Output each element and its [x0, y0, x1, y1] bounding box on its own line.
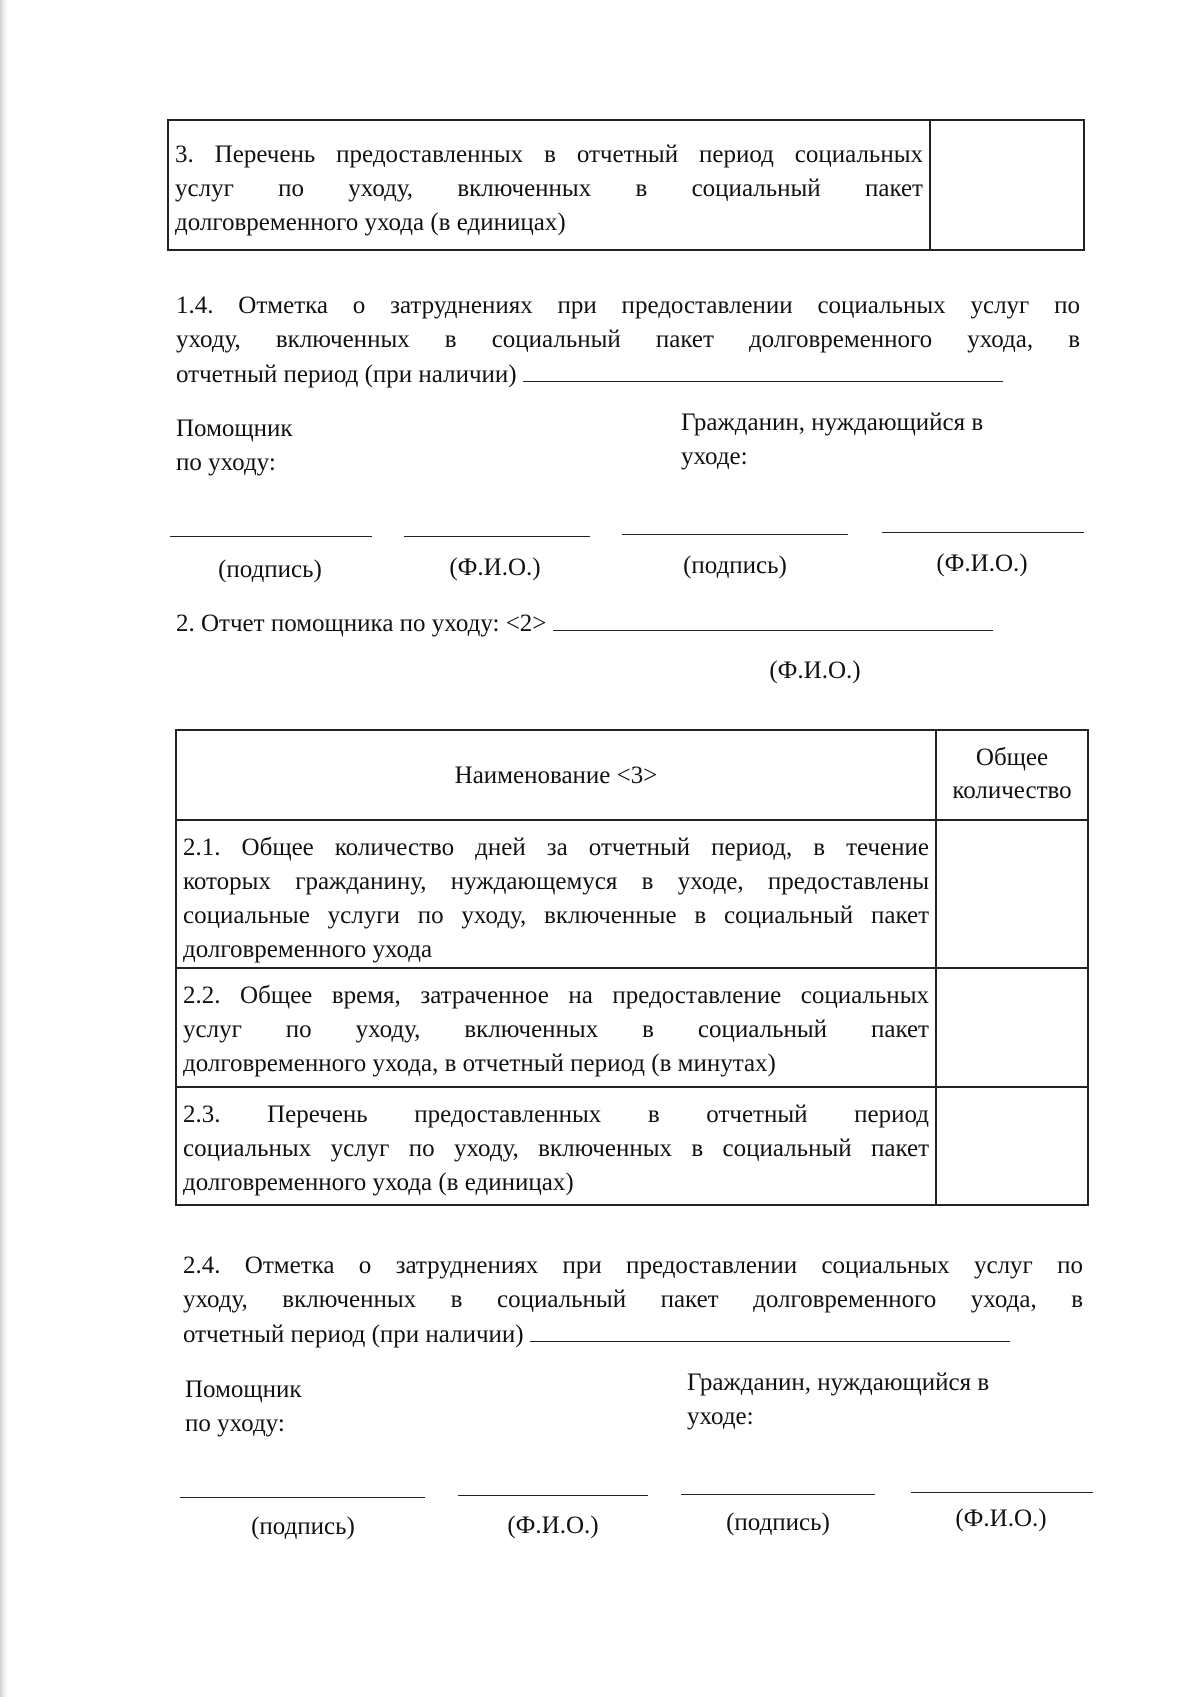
citizen-fio-line-2[interactable] [911, 1492, 1093, 1493]
table2-row-2-1-value [937, 821, 1087, 967]
assistant-signature-line-2[interactable] [180, 1497, 425, 1498]
table2-row-line: долговременного ухода [183, 936, 433, 963]
citizen-label-line: уходе: [681, 443, 748, 470]
caption-signature: (подпись) [683, 552, 787, 579]
difficulties-fill-line-2[interactable] [530, 1317, 1010, 1342]
table2-row-line: социальных услуг по уходу, включенных в социальный пакет [183, 1135, 929, 1162]
citizen-label-line: Гражданин, нуждающийся в [687, 1369, 990, 1396]
table2-row-line: услуг по уходу, включенных в социальный пакет [183, 1016, 929, 1043]
report-table [175, 729, 1089, 1206]
assistant-fio-caption: (Ф.И.О.) [769, 657, 861, 684]
citizen-fio-line[interactable] [882, 532, 1084, 533]
table2-row-line: 2.3. Перечень предоставленных в отчетный период [183, 1101, 929, 1128]
citizen-label-line: Гражданин, нуждающийся в [681, 409, 984, 436]
table1-row3-line: услуг по уходу, включенных в социальный пакет [175, 175, 923, 202]
caption-signature: (подпись) [251, 1513, 355, 1540]
section-1-4-line: уходу, включенных в социальный пакет долговременного ухода, в [176, 326, 1080, 353]
section-2-4 [183, 1249, 1083, 1352]
assistant-label [176, 412, 293, 480]
section-2-4-line [183, 1317, 1083, 1352]
table2-row-2-2-value [937, 969, 1087, 1086]
assistant-fio-line-2[interactable] [458, 1495, 648, 1496]
section-1-4-last-text: отчетный период (при наличии) [176, 361, 517, 388]
assistant-fio-fill-line[interactable] [553, 606, 993, 631]
caption-signature: (подпись) [218, 556, 322, 583]
table2-row-line: 2.1. Общее количество дней за отчетный период, в течение [183, 834, 929, 861]
assistant-label-line: Помощник [185, 1376, 302, 1403]
caption-fio: (Ф.И.О.) [449, 554, 541, 581]
table2-header-total-line: количество [952, 777, 1072, 804]
table2-row-2-1 [183, 831, 929, 967]
assistant-label-line: Помощник [176, 415, 293, 442]
table2-header-name: Наименование <3> [454, 762, 658, 789]
citizen-signature-line[interactable] [622, 534, 848, 535]
table1-row3 [167, 119, 1085, 251]
section-2-4-line: уходу, включенных в социальный пакет долговременного ухода, в [183, 1286, 1083, 1313]
assistant-label-2 [185, 1373, 302, 1441]
assistant-label-line: по уходу: [176, 449, 276, 476]
table2-row-2-3 [183, 1098, 929, 1200]
table2-row-line: которых гражданину, нуждающемуся в уходе, предоставлены [183, 868, 929, 895]
table2-row-line: долговременного ухода, в отчетный период (в минутах) [183, 1050, 776, 1077]
section-2-title [176, 606, 1076, 641]
table1-row3-text [175, 138, 923, 240]
caption-fio: (Ф.И.О.) [955, 1505, 1047, 1532]
assistant-label-line: по уходу: [185, 1410, 285, 1437]
caption-fio: (Ф.И.О.) [936, 550, 1028, 577]
table2-row-line: социальные услуги по уходу, включенные в социальный пакет [183, 902, 929, 929]
caption-signature: (подпись) [726, 1509, 830, 1536]
table2-row-2-3-value [937, 1088, 1087, 1204]
table2-row-line: 2.2. Общее время, затраченное на предоставление социальных [183, 982, 929, 1009]
table1-row3-line: долговременного ухода (в единицах) [175, 209, 566, 236]
table1-row3-value [931, 121, 1083, 249]
citizen-label-line: уходе: [687, 1403, 754, 1430]
table1-row3-line: 3. Перечень предоставленных в отчетный период социальных [175, 141, 923, 168]
assistant-signature-line[interactable] [170, 536, 372, 537]
citizen-label-2 [687, 1366, 989, 1434]
table2-row-2-2 [183, 979, 929, 1081]
difficulties-fill-line[interactable] [523, 357, 1003, 382]
scan-edge [0, 0, 8, 1697]
section-1-4-line: 1.4. Отметка о затруднениях при предоставлении социальных услуг по [176, 292, 1080, 319]
caption-fio: (Ф.И.О.) [507, 1512, 599, 1539]
section-1-4 [176, 289, 1080, 392]
table2-header-total-line: Общее [975, 744, 1049, 771]
table2-header-total [937, 741, 1087, 807]
assistant-fio-line[interactable] [404, 536, 590, 537]
section-1-4-line [176, 357, 1080, 392]
table2-row-line: долговременного ухода (в единицах) [183, 1169, 574, 1196]
section-2-4-line: 2.4. Отметка о затруднениях при предоставлении социальных услуг по [183, 1252, 1083, 1279]
citizen-label [681, 406, 983, 474]
citizen-signature-line-2[interactable] [681, 1494, 875, 1495]
section-2-4-last-text: отчетный период (при наличии) [183, 1321, 524, 1348]
section-2-title-text: 2. Отчет помощника по уходу: <2> [176, 610, 547, 637]
